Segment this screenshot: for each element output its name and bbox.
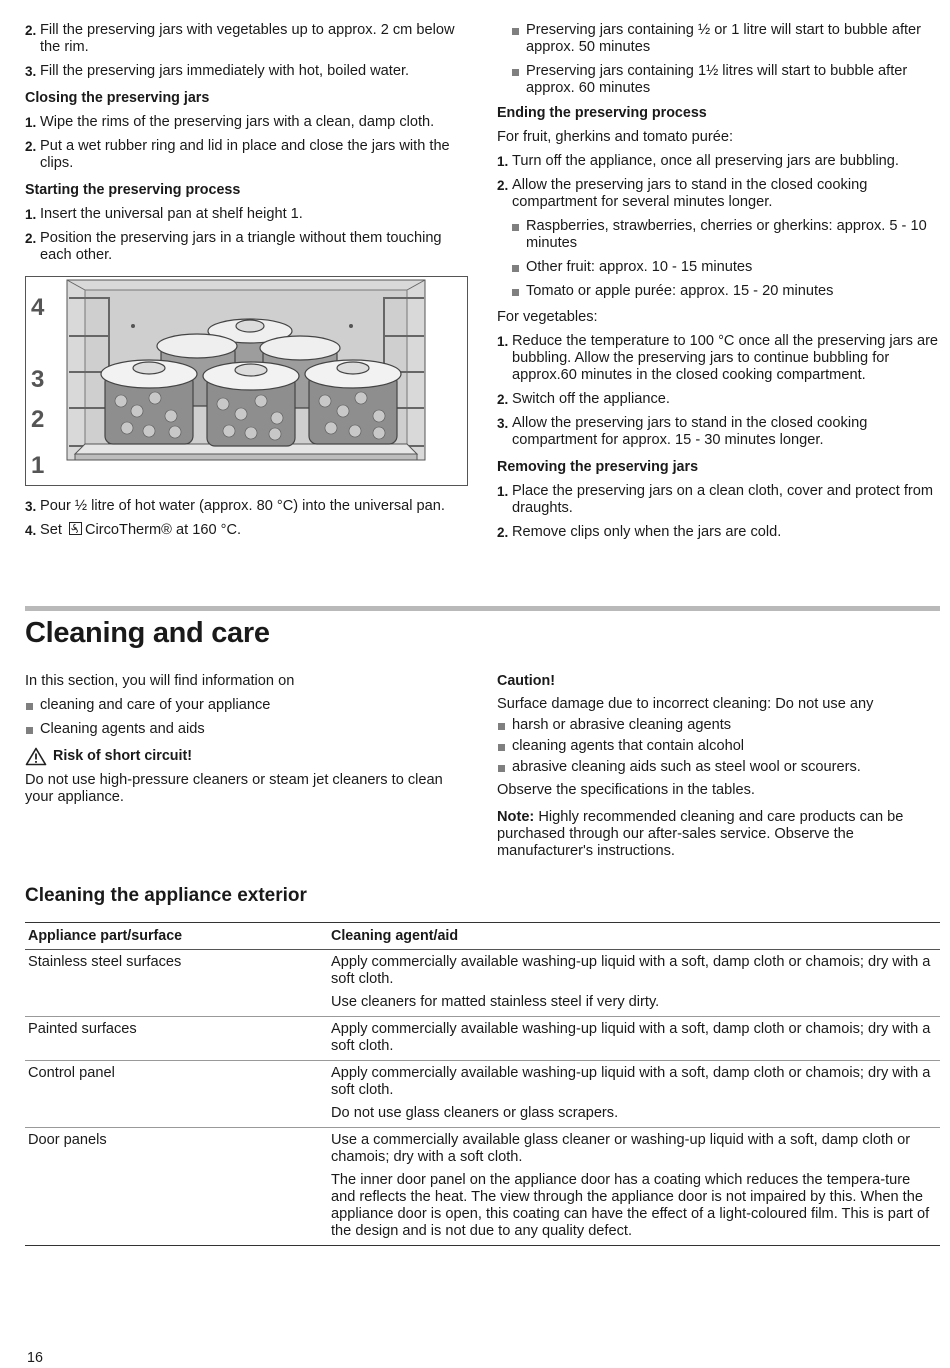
- ending-heading: Ending the preserving process: [497, 105, 707, 121]
- list-item: cleaning agents that contain alcohol: [497, 738, 940, 755]
- warning-text: Do not use high-pressure cleaners or steam jet cleaners to clean your appliance.: [25, 772, 443, 805]
- step-item: 2. Position the preserving jars in a triangle without them touching each other.: [25, 230, 442, 263]
- list-item: Raspberries, strawberries, cherries or gherkins: approx. 5 - 10 minutes: [511, 218, 940, 252]
- cleaning-table: [25, 922, 940, 1246]
- step-item: 2. Put a wet rubber ring and lid in place and close the jars with the clips.: [25, 138, 450, 171]
- warning-heading: Risk of short circuit!: [25, 747, 470, 766]
- table-row: [25, 950, 940, 1017]
- step-item: 2. Switch off the appliance.: [497, 391, 670, 407]
- column-header: Cleaning agent/aid: [328, 923, 940, 950]
- list-item: harsh or abrasive cleaning agents: [497, 717, 940, 734]
- step-item: 2. Fill the preserving jars with vegetables up to approx. 2 cm below the rim.: [25, 22, 455, 55]
- caution-heading: Caution!: [497, 673, 555, 689]
- removing-heading: Removing the preserving jars: [497, 459, 699, 475]
- step-item: 2. Allow the preserving jars to stand in the closed cooking compartment for several minutes longer.: [497, 177, 868, 210]
- table-row: [25, 1128, 940, 1246]
- cleaning-left-column: [25, 673, 470, 813]
- oven-interior-drawing: [25, 276, 468, 486]
- shelf-label-2: 2: [31, 406, 45, 433]
- page-number: 16: [27, 1350, 43, 1366]
- list-item: Other fruit: approx. 10 - 15 minutes: [511, 259, 940, 276]
- column-header: Appliance part/surface: [25, 923, 328, 950]
- agent-cell: Apply commercially available washing-up liquid with a soft, damp cloth or chamois; dry with a soft cloth.: [328, 1017, 940, 1061]
- step-item: 4. Set CircoTherm® at 160 °C.: [25, 522, 242, 538]
- table-row: [25, 1017, 940, 1061]
- part-cell: Control panel: [25, 1061, 328, 1128]
- step-item: 3. Allow the preserving jars to stand in the closed cooking compartment for approx. 15 - 30 minutes longer.: [497, 415, 868, 448]
- list-item: Tomato or apple purée: approx. 15 - 20 minutes: [511, 283, 940, 300]
- part-cell: Door panels: [25, 1128, 328, 1246]
- warning-triangle-icon: [25, 747, 47, 766]
- closing-heading: Closing the preserving jars: [25, 90, 210, 106]
- left-column: [25, 22, 470, 546]
- section-divider: [25, 606, 940, 611]
- step-item: 2. Remove clips only when the jars are cold.: [497, 524, 782, 540]
- starting-heading: Starting the preserving process: [25, 182, 241, 198]
- step-item: 3. Pour ½ litre of hot water (approx. 80 °C) into the universal pan.: [25, 498, 445, 514]
- agent-cell: Use a commercially available glass cleaner or washing-up liquid with a soft, damp cloth or chamois; dry with a soft cloth. The inner door panel on the appliance door has a coating which reduces the tempera-ture and reflects the heat. The view through the appliance door is not impaired by this. When the appliance door is open, this coating can have the effect of a light-coloured film. This is part of the design and is not due to any quality defect.: [328, 1128, 940, 1246]
- list-item: abrasive cleaning aids such as steel wool or scourers.: [497, 759, 940, 776]
- step-item: 3. Fill the preserving jars immediately with hot, boiled water.: [25, 63, 410, 79]
- note-text: Note: Highly recommended cleaning and care products can be purchased through our after-sales service. Observe the manufacturer's instructions.: [497, 809, 904, 859]
- oven-jars-illustration: [25, 276, 468, 486]
- list-item: cleaning and care of your appliance: [25, 697, 470, 714]
- circotherm-fan-icon: [69, 522, 82, 535]
- cleaning-right-column: [497, 673, 940, 867]
- veg-intro: For vegetables:: [497, 309, 598, 325]
- step-item: 1. Wipe the rims of the preserving jars with a clean, damp cloth.: [25, 114, 435, 130]
- agent-cell: Apply commercially available washing-up liquid with a soft, damp cloth or chamois; dry with a soft cloth. Do not use glass cleaners or glass scrapers.: [328, 1061, 940, 1128]
- step-item: 1. Insert the universal pan at shelf height 1.: [25, 206, 303, 222]
- shelf-label-3: 3: [31, 366, 45, 393]
- list-item: Cleaning agents and aids: [25, 721, 470, 738]
- table-header-row: [25, 923, 940, 950]
- agent-cell: Apply commercially available washing-up liquid with a soft, damp cloth or chamois; dry with a soft cloth. Use cleaners for matted stainless steel if very dirty.: [328, 950, 940, 1017]
- right-column: [497, 22, 940, 548]
- cleaning-intro: In this section, you will find information on: [25, 673, 295, 689]
- step-item: 1. Reduce the temperature to 100 °C once all the preserving jars are bubbling. Allow the preserving jars to continue bubbling for approx.60 minutes in the closed cooking compartment.: [497, 333, 939, 383]
- list-item: Preserving jars containing ½ or 1 litre will start to bubble after approx. 50 minutes: [511, 22, 940, 56]
- part-cell: Stainless steel surfaces: [25, 950, 328, 1017]
- shelf-label-1: 1: [31, 452, 45, 479]
- shelf-label-4: 4: [31, 294, 45, 321]
- caution-text: Surface damage due to incorrect cleaning: Do not use any: [497, 696, 874, 712]
- fruit-intro: For fruit, gherkins and tomato purée:: [497, 129, 734, 145]
- part-cell: Painted surfaces: [25, 1017, 328, 1061]
- section-title: Cleaning and care: [25, 617, 270, 649]
- observe-text: Observe the specifications in the tables.: [497, 782, 755, 798]
- step-item: 1. Place the preserving jars on a clean cloth, cover and protect from draughts.: [497, 483, 934, 516]
- step-item: 1. Turn off the appliance, once all preserving jars are bubbling.: [497, 153, 899, 169]
- exterior-heading: Cleaning the appliance exterior: [25, 885, 307, 906]
- list-item: Preserving jars containing 1½ litres will start to bubble after approx. 60 minutes: [511, 63, 940, 97]
- table-row: [25, 1061, 940, 1128]
